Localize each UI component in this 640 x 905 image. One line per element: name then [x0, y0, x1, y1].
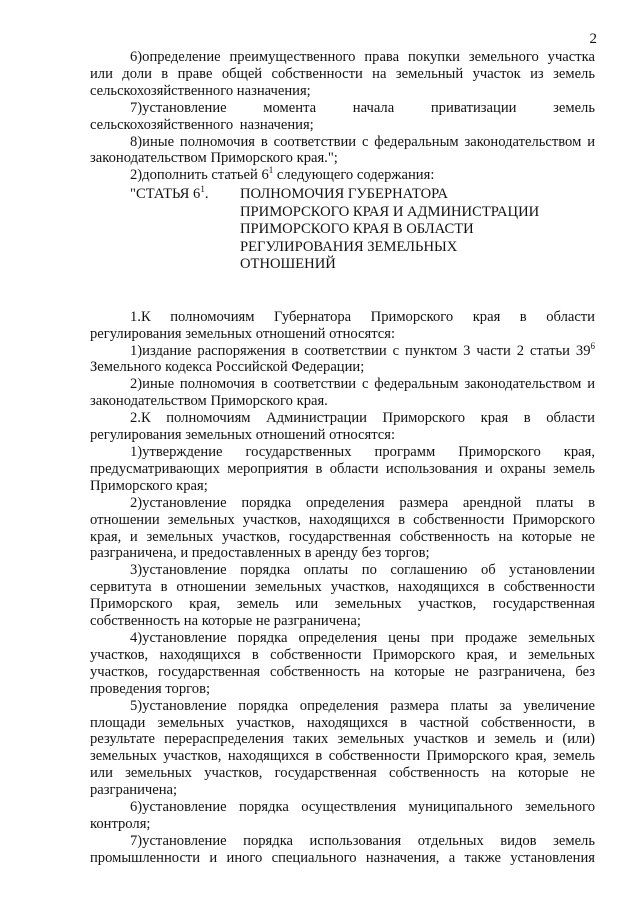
section2-item-6: 6)установление порядка осуществления муниципального земельного контроля; — [90, 799, 595, 832]
document-body — [90, 49, 595, 867]
amend-line-after: следующего содержания: — [273, 167, 435, 184]
section1-item-1-after: Земельного кодекса Российской Федерации; — [90, 359, 365, 376]
section2-item-4: 4)установление порядка определения цены при продаже земельных участков, находящихся в собственности Приморского края, и земельных участков, государственная собственность на которые не разграничена, без проведения торгов; — [90, 629, 595, 697]
section2-item-3: 3)установление порядка оплаты по соглашению об установлении сервитута в отношении земельных участков, находящихся в собственности Приморского края, земель или земельных участков, государственная собственность на которые не разграничена; — [90, 562, 595, 630]
page-number: 2 — [589, 31, 597, 47]
section1-item-1 — [90, 340, 595, 377]
amend-line-before: 2)дополнить статьей 6 — [130, 167, 269, 184]
section2-item-5: 5)установление порядка определения размера платы за увеличение площади земельных участков, находящихся в частной собственности, в результате перераспределения таких земельных участков и земель и (или) земельных участков, находящихся в собственности Приморского края, земель или земельных участков, государственная собственность на которые не разграничена; — [90, 697, 595, 799]
section1-item-1-superscript: 6 — [590, 340, 595, 351]
section1-item-1-before: 1)издание распоряжения в соответствии с пунктом 3 части 2 статьи 39 — [130, 342, 591, 359]
article-label-prefix: "СТАТЬЯ 6 — [130, 186, 201, 203]
section2-item-2: 2)установление порядка определения размера арендной платы в отношении земельных участков, находящихся в собственности Приморского края, и земельных участков, государственная собственность на которые не разграничена, и предоставленных в аренду без торгов; — [90, 494, 595, 562]
section2-item-1: 1)утверждение государственных программ Приморского края, предусматривающих мероприятия в области использования и охраны земель Приморского края; — [90, 444, 595, 494]
article-title: ПОЛНОМОЧИЯ ГУБЕРНАТОРА ПРИМОРСКОГО КРАЯ И АДМИНИСТРАЦИИ ПРИМОРСКОГО КРАЯ В ОБЛАСТИ РЕГУЛИРОВАНИЯ ЗЕМЕЛЬНЫХ ОТНОШЕНИЙ — [240, 186, 540, 273]
article-label-superscript: 1 — [200, 184, 205, 195]
paragraph-intro-7: 7)установление момента начала приватизации земель сельскохозяйственного назначения; — [90, 99, 595, 133]
paragraph-intro-6: 6)определение преимущественного права покупки земельного участка или доли в праве общей собственности на земельный участок из земель сельскохозяйственного назначения; — [90, 49, 595, 99]
article-label-suffix: . — [204, 186, 209, 203]
section1-heading: 1.К полномочиям Губернатора Приморского края в области регулирования земельных отношений относятся: — [90, 308, 595, 342]
section1-item-2: 2)иные полномочия в соответствии с федеральным законодательством и законодательством Приморского края. — [90, 376, 595, 410]
section-spacer — [90, 274, 595, 309]
paragraph-intro-8: 8)иные полномочия в соответствии с федеральным законодательством и законодательством Приморского края."; — [90, 133, 595, 167]
amend-line-superscript: 1 — [268, 165, 274, 176]
article-label — [130, 186, 222, 274]
article-heading — [130, 186, 595, 274]
amend-line — [90, 167, 595, 184]
section2-item-7: 7)установление порядка использования отдельных видов земель промышленности и иного специального назначения, а также установления — [90, 832, 595, 866]
section2-heading: 2.К полномочиям Администрации Приморского края в области регулирования земельных отношений относятся: — [90, 410, 595, 444]
